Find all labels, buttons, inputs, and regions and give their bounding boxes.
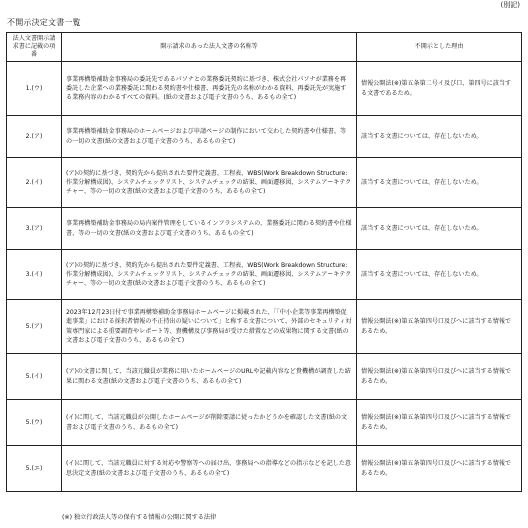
footnote: (※) 独立行政法人等の保有する情報の公開に関する法律 [62,514,217,521]
document-name: (ア)の文書に関して、当該元職員が業務に用いたホームページのURLや記載内容など貴機構が調査した結果に関わる文書(紙の文書および電子文書のうち、あるもの全て) [62,354,357,400]
document-name: 事業再構築補助金事務局の委託先であるパソナとの業務委託契約に基づき、株式会社パソナが業務を再委託した企業への業務委託に関わる契約書や仕様書、再委託先の名称がわかる資料、再委託先が実施する業務内容のわかるすべての資料。(紙の文書および電子文書のうち、あるもの全て) [62,62,357,116]
header-document-name: 開示請求のあった法人文書の名称等 [62,33,357,62]
table-row [7,116,522,158]
document-name: (ア)の契約に基づき、契約先から提出された要件定義書、工程表、WBS(Work Breakdown Structure:作業分解構成図)、システムチェックリスト、システムチェックの結果、画面遷移図、システムアーキテクチャー、等の一切の文書(紙の文書および電子文書のうち、あるもの全て) [62,158,357,208]
non-disclosure-reason: 情報公開法(※)第五条第四号口及びへに該当する情報であるため。 [357,354,522,400]
non-disclosure-reason: 情報公開法(※)第五条第四号口及びへに該当する情報であるため。 [357,400,522,446]
table-row [7,208,522,250]
header-reason: 不開示とした理由 [357,33,522,62]
table-row [7,354,522,400]
document-name: 事業再構築補助金事務局の局内案件管理をしているインフラシステムの、業務委託に関わる契約書や仕様書、等の一切の文書(紙の文書および電子文書のうち、あるもの全て) [62,208,357,250]
non-disclosure-reason: 該当する文書については、存在しないため。 [357,116,522,158]
non-disclosure-reason: 該当する文書については、存在しないため。 [357,158,522,208]
document-name: 2023年12月23日付で事業再構築補助金事務局ホームページに掲載された、「「中小企業等事業再構築促進事業」における採択者情報の不正持出の疑いについて」と称する文書について、外部のセキュリティ対策専門家による重要調査やレポート等、貴機構及び事務局が受けた措置などの成果物に関する文書(紙の文書および電子文書のうち、あるもの全て) [62,300,357,354]
item-number: 1.(ウ) [7,62,62,116]
item-number: 5.(エ) [7,446,62,492]
document-title: 不開示決定文書一覧 [7,18,81,27]
table-row [7,400,522,446]
item-number: 5.(ア) [7,300,62,354]
document-name: (ア)の契約に基づき、契約先から提出された要件定義書、工程表、WBS(Work Breakdown Structure:作業分解構成図)、システムチェックリスト、システムチェックの結果、画面遷移図、システムアーキテクチャー、等の一切の文書(紙の文書および電子文書のうち、あるもの全て) [62,250,357,300]
item-number: 3.(ア) [7,208,62,250]
non-disclosure-table [6,32,522,492]
item-number: 2.(イ) [7,158,62,208]
document-name: 事業再構築補助金事務局のホームページおよび申請ページの制作において交わした契約書や仕様書、等の一切の文書(紙の文書および電子文書のうち、あるもの全て) [62,116,357,158]
document-name: (イ)に関して、当該元職員に対する対応や警察等への届け出、事務局への指導などの指示などを記した意思決定文書(紙の文書および電子文書のうち、あるもの全て) [62,446,357,492]
non-disclosure-reason: 情報公開法(※)第五条第四号口及びへに該当する情報であるため。 [357,446,522,492]
table-row [7,62,522,116]
annex-label: (別記) [500,1,520,9]
table-row [7,446,522,492]
header-item-number: 法人文書開示請求書に記載の項番 [7,33,62,62]
non-disclosure-reason: 該当する文書については、存在しないため。 [357,250,522,300]
document-name: (イ)に関して、当該元職員が公開したホームページが削除要請に従ったかどうかを確認した文書(紙の文書および電子文書のうち、あるもの全て) [62,400,357,446]
item-number: 3.(イ) [7,250,62,300]
table-row [7,250,522,300]
item-number: 2.(ア) [7,116,62,158]
item-number: 5.(ウ) [7,400,62,446]
non-disclosure-reason: 該当する文書については、存在しないため。 [357,208,522,250]
table-header-row [7,33,522,62]
item-number: 5.(イ) [7,354,62,400]
non-disclosure-reason: 情報公開法(※)第五条第二号イ及び口、第四号に該当する文書であるため。 [357,62,522,116]
non-disclosure-reason: 情報公開法(※)第五条第四号口及びへに該当する情報であるため。 [357,300,522,354]
table-row [7,300,522,354]
table-row [7,158,522,208]
